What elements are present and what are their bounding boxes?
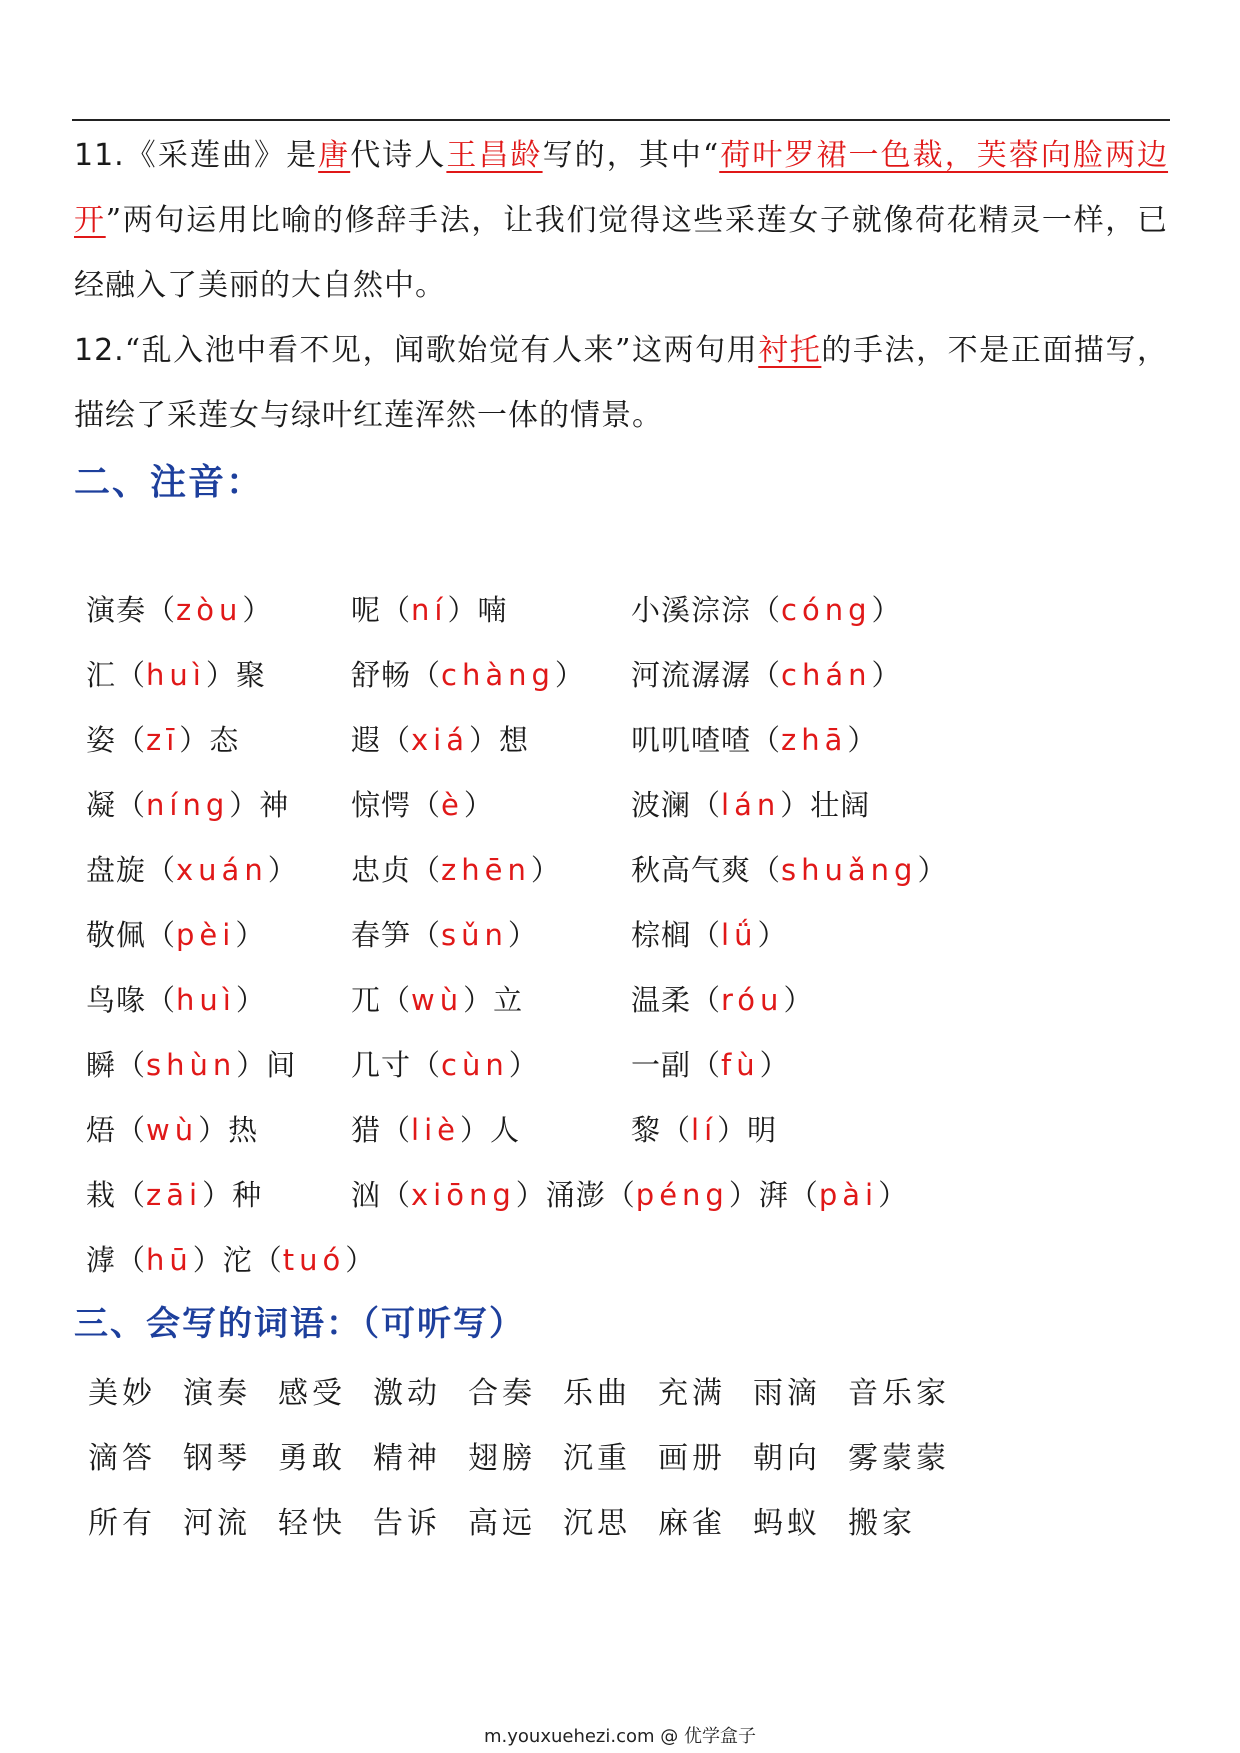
pinyin-word-after: ）	[235, 918, 266, 952]
pinyin-word-part: ）	[878, 1178, 909, 1212]
pinyin-answer: chán	[781, 658, 872, 692]
pinyin-item	[351, 708, 529, 773]
pinyin-answer: péng	[635, 1178, 729, 1212]
pinyin-word-before: 小溪淙淙（	[631, 593, 782, 627]
pinyin-word-after: ）	[759, 1048, 790, 1082]
pinyin-word-before: 一副（	[631, 1048, 722, 1082]
vocab-word: 翅膀	[468, 1441, 536, 1476]
pinyin-answer: shùn	[146, 1048, 237, 1082]
pinyin-row-11	[86, 1228, 1186, 1293]
top-rule	[72, 119, 1170, 121]
pinyin-word-after: ）种	[202, 1178, 263, 1212]
vocab-word: 乐曲	[563, 1376, 631, 1411]
pinyin-row-6	[86, 903, 1186, 968]
pinyin-item	[631, 968, 813, 1033]
pinyin-item	[86, 838, 298, 903]
pinyin-answer: xiá	[411, 723, 470, 757]
pinyin-answer: wù	[146, 1113, 199, 1147]
pinyin-answer: shuǎng	[781, 853, 918, 887]
pinyin-word-after: ）	[783, 983, 814, 1017]
note-11	[74, 123, 1168, 318]
vocab-word: 雨滴	[753, 1376, 821, 1411]
note-11-text-1: 《采莲曲》是	[124, 138, 319, 173]
vocab-word: 蚂蚁	[753, 1506, 821, 1541]
vocab-word: 合奏	[468, 1376, 536, 1411]
pinyin-row-7	[86, 968, 1186, 1033]
pinyin-item	[86, 578, 272, 643]
pinyin-answer: liè	[411, 1113, 460, 1147]
pinyin-item	[86, 773, 289, 838]
vocab-word: 告诉	[373, 1506, 441, 1541]
pinyin-word-after: ）态	[179, 723, 240, 757]
note-12-text-1: “乱入池中看不见，闻歌始觉有人来”这两句用	[124, 333, 759, 368]
pinyin-word-before: 汇（	[86, 658, 147, 692]
pinyin-word-before: 兀（	[351, 983, 412, 1017]
vocab-word: 感受	[278, 1376, 346, 1411]
pinyin-answer: wù	[411, 983, 464, 1017]
pinyin-word-after: ）间	[236, 1048, 297, 1082]
pinyin-item	[86, 708, 239, 773]
pinyin-word-after: ）	[871, 658, 902, 692]
pinyin-item	[631, 1033, 790, 1098]
note-12-answer-technique: 衬托	[758, 333, 822, 368]
pinyin-word-after: ）	[463, 788, 494, 822]
pinyin-word-part: 汹（	[351, 1178, 412, 1212]
pinyin-word-part: ）湃（	[728, 1178, 819, 1212]
pinyin-word-before: 凝（	[86, 788, 147, 822]
pinyin-row-8	[86, 1033, 1186, 1098]
pinyin-word-after: ）神	[229, 788, 290, 822]
vocab-word: 音乐家	[848, 1376, 950, 1411]
pinyin-word-before: 温柔（	[631, 983, 722, 1017]
pinyin-item	[351, 1033, 539, 1098]
pinyin-word-after: ）	[508, 1048, 539, 1082]
vocab-word: 雾蒙蒙	[848, 1441, 950, 1476]
vocab-word: 画册	[658, 1441, 726, 1476]
vocab-word: 搬家	[848, 1506, 916, 1541]
pinyin-word-part: 滹（	[86, 1243, 147, 1277]
pinyin-answer: níng	[146, 788, 230, 822]
pinyin-answer: zhēn	[441, 853, 531, 887]
pinyin-word-after: ）人	[459, 1113, 520, 1147]
pinyin-word-before: 惊愕（	[351, 788, 442, 822]
pinyin-answer: lǘ	[721, 918, 758, 952]
pinyin-word-before: 波澜（	[631, 788, 722, 822]
pinyin-word-after: ）壮阔	[780, 788, 871, 822]
pinyin-answer: chàng	[441, 658, 555, 692]
vocab-word: 河流	[183, 1506, 251, 1541]
pinyin-word-part: ）	[345, 1243, 376, 1277]
pinyin-word-before: 遐（	[351, 723, 412, 757]
pinyin-item	[86, 1098, 258, 1163]
pinyin-answer: zī	[146, 723, 180, 757]
pinyin-item	[351, 903, 538, 968]
pinyin-word-before: 棕榈（	[631, 918, 722, 952]
pinyin-item	[631, 643, 902, 708]
vocab-word: 精神	[373, 1441, 441, 1476]
pinyin-word-after: ）	[757, 918, 788, 952]
pinyin-word-before: 黎（	[631, 1113, 692, 1147]
vocab-word: 充满	[658, 1376, 726, 1411]
pinyin-item	[86, 1228, 375, 1293]
pinyin-item	[86, 643, 266, 708]
pinyin-word-part: ）沱（	[192, 1243, 283, 1277]
pinyin-word-before: 焐（	[86, 1113, 147, 1147]
pinyin-answer: xuán	[176, 853, 268, 887]
vocab-word: 勇敢	[278, 1441, 346, 1476]
note-11-text-4: ”两句运用比喻的修辞手法，让我们觉得这些采莲女子就像荷花精灵一样，已经融入了美丽的大自然中。	[74, 203, 1168, 303]
pinyin-item	[631, 903, 787, 968]
pinyin-word-before: 河流潺潺（	[631, 658, 782, 692]
pinyin-word-after: ）聚	[205, 658, 266, 692]
pinyin-word-after: ）	[847, 723, 878, 757]
note-12-number: 12.	[74, 333, 125, 368]
vocab-word: 演奏	[183, 1376, 251, 1411]
pinyin-answer: cóng	[781, 593, 872, 627]
pinyin-item	[631, 773, 870, 838]
vocab-word: 高远	[468, 1506, 536, 1541]
note-11-answer-poet: 王昌龄	[446, 138, 543, 173]
pinyin-word-after: ）喃	[447, 593, 508, 627]
pinyin-answer: lán	[721, 788, 781, 822]
pinyin-word-after: ）	[267, 853, 298, 887]
pinyin-row-1	[86, 578, 1186, 643]
pinyin-word-before: 舒畅（	[351, 658, 442, 692]
note-12	[74, 318, 1168, 448]
pinyin-answer: lí	[691, 1113, 718, 1147]
pinyin-item	[351, 773, 494, 838]
pinyin-word-before: 姿（	[86, 723, 147, 757]
pinyin-item	[86, 1163, 262, 1228]
pinyin-answer: zāi	[146, 1178, 203, 1212]
pinyin-answer: tuó	[282, 1243, 346, 1277]
pinyin-word-before: 敬佩（	[86, 918, 177, 952]
pinyin-word-after: ）	[235, 983, 266, 1017]
pinyin-row-5	[86, 838, 1186, 903]
vocab-word: 滴答	[88, 1441, 156, 1476]
pinyin-word-before: 秋高气爽（	[631, 853, 782, 887]
vocab-word: 轻快	[278, 1506, 346, 1541]
pinyin-word-before: 呢（	[351, 593, 412, 627]
pinyin-answer: zhā	[781, 723, 848, 757]
section-2-title: 二、注音：	[74, 462, 265, 503]
pinyin-answer: cùn	[441, 1048, 509, 1082]
pinyin-word-after: ）热	[198, 1113, 259, 1147]
note-11-answer-dynasty: 唐	[318, 138, 351, 173]
pinyin-item	[351, 578, 507, 643]
pinyin-word-after: ）立	[463, 983, 524, 1017]
pinyin-word-after: ）	[554, 658, 585, 692]
vocab-word: 朝向	[753, 1441, 821, 1476]
pinyin-answer: sǔn	[441, 918, 508, 952]
vocab-word: 沉思	[563, 1506, 631, 1541]
pinyin-word-before: 演奏（	[86, 593, 177, 627]
note-11-text-3: 写的，其中“	[542, 138, 720, 173]
pinyin-answer: huì	[176, 983, 236, 1017]
pinyin-word-before: 忠贞（	[351, 853, 442, 887]
pinyin-answer: róu	[721, 983, 784, 1017]
pinyin-word-before: 栽（	[86, 1178, 147, 1212]
pinyin-answer: huì	[146, 658, 206, 692]
pinyin-answer: ní	[411, 593, 448, 627]
pinyin-item	[86, 968, 266, 1033]
pinyin-word-before: 鸟喙（	[86, 983, 177, 1017]
section-3-title: 三、会写的词语：（可听写）	[74, 1304, 525, 1344]
pinyin-item	[86, 1033, 296, 1098]
pinyin-word-after: ）	[871, 593, 902, 627]
pinyin-item	[86, 903, 265, 968]
pinyin-word-part: ）涌澎（	[515, 1178, 636, 1212]
pinyin-item	[631, 1098, 777, 1163]
note-11-number: 11.	[74, 138, 125, 173]
pinyin-word-after: ）	[507, 918, 538, 952]
vocab-word: 美妙	[88, 1376, 156, 1411]
vocab-word: 麻雀	[658, 1506, 726, 1541]
pinyin-answer: zòu	[176, 593, 243, 627]
pinyin-word-before: 猎（	[351, 1113, 412, 1147]
pinyin-item	[631, 708, 877, 773]
pinyin-answer: fù	[721, 1048, 760, 1082]
footer-source: m.youxuehezi.com @ 优学盒子	[483, 1726, 756, 1747]
pinyin-item	[351, 1163, 908, 1228]
vocab-word: 沉重	[563, 1441, 631, 1476]
pinyin-word-before: 盘旋（	[86, 853, 177, 887]
pinyin-word-before: 几寸（	[351, 1048, 442, 1082]
pinyin-item	[351, 968, 523, 1033]
pinyin-answer: hū	[146, 1243, 193, 1277]
pinyin-word-after: ）	[530, 853, 561, 887]
pinyin-item	[631, 578, 902, 643]
pinyin-item	[351, 838, 561, 903]
pinyin-row-4	[86, 773, 1186, 838]
pinyin-row-2	[86, 643, 1186, 708]
pinyin-answer: pèi	[176, 918, 236, 952]
note-11-answer-lines: 荷叶罗裙一色裁，芙蓉向脸两边开	[74, 138, 1169, 238]
pinyin-word-before: 叽叽喳喳（	[631, 723, 782, 757]
pinyin-word-before: 瞬（	[86, 1048, 147, 1082]
pinyin-word-after: ）	[917, 853, 948, 887]
pinyin-word-before: 春笋（	[351, 918, 442, 952]
pinyin-grid	[86, 578, 1186, 1293]
vocab-word: 激动	[373, 1376, 441, 1411]
pinyin-word-after: ）明	[717, 1113, 778, 1147]
pinyin-row-3	[86, 708, 1186, 773]
pinyin-row-10	[86, 1163, 1186, 1228]
pinyin-word-after: ）想	[469, 723, 530, 757]
pinyin-item	[351, 1098, 520, 1163]
pinyin-answer: è	[441, 788, 464, 822]
pinyin-item	[351, 643, 585, 708]
pinyin-answer: xiōng	[411, 1178, 516, 1212]
pinyin-word-after: ）	[242, 593, 273, 627]
note-11-text-2: 代诗人	[350, 138, 447, 173]
pinyin-row-9	[86, 1098, 1186, 1163]
note-12-text-2: 的手法，不是正面描写，描绘了采莲女与绿叶红莲浑然一体的情景。	[74, 333, 1169, 433]
vocab-word: 钢琴	[183, 1441, 251, 1476]
vocab-word: 所有	[88, 1506, 156, 1541]
pinyin-item	[631, 838, 947, 903]
pinyin-answer: pài	[818, 1178, 879, 1212]
